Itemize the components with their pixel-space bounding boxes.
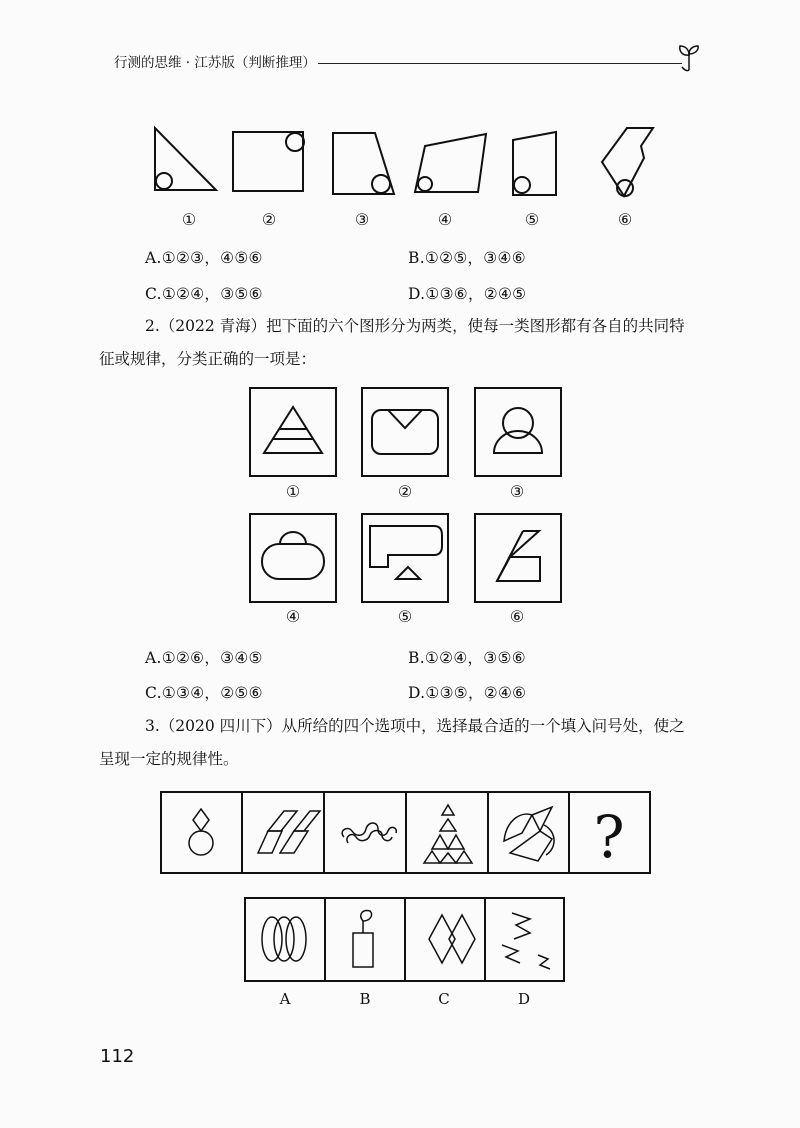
sprout-icon: [676, 40, 702, 76]
q2-label-3: ③: [509, 482, 525, 501]
q2-figure-3: [475, 388, 561, 476]
q3-seq-question-cell: [593, 803, 624, 871]
q1-option-c[interactable]: C.①②④，③⑤⑥: [145, 285, 263, 303]
q1-option-a[interactable]: A.①②③，④⑤⑥: [145, 249, 263, 267]
q2-figure-6: [475, 514, 561, 602]
q3-stem-line1: 3.（2020 四川下）从所给的四个选项中，选择最合适的一个填入问号处，使之: [145, 717, 685, 735]
q3-answer-label-d[interactable]: D: [517, 990, 531, 1008]
q1-label-3: ③: [354, 210, 370, 229]
q1-figure-3: [333, 133, 394, 194]
q1-figure-row: [140, 118, 680, 203]
running-header: 行测的思维 · 江苏版（判断推理）: [114, 55, 316, 71]
q2-option-d[interactable]: D.①③⑤，②④⑥: [408, 684, 527, 702]
q3-seq-figure-4: [424, 805, 472, 863]
q3-answer-row: [244, 897, 566, 983]
q2-option-b[interactable]: B.①②④，③⑤⑥: [408, 649, 526, 667]
q2-stem-line2: 征或规律，分类正确的一项是：: [99, 350, 317, 368]
q1-label-5: ⑤: [524, 210, 540, 229]
q1-option-b[interactable]: B.①②⑤，③④⑥: [408, 249, 526, 267]
q3-stem-line2: 呈现一定的规律性。: [99, 750, 239, 768]
q2-figure-4: [250, 514, 336, 602]
q1-label-1: ①: [181, 210, 197, 229]
q2-figure-5: [362, 514, 448, 602]
page-number: 112: [100, 1046, 135, 1067]
q2-label-2: ②: [397, 482, 413, 501]
q1-label-6: ⑥: [617, 210, 633, 229]
q1-label-4: ④: [437, 210, 453, 229]
q3-answer-figure-b: [353, 911, 373, 967]
q1-figure-2: [233, 132, 304, 191]
q1-figure-5: [513, 132, 556, 195]
q2-figure-1: [250, 388, 336, 476]
q2-label-6: ⑥: [509, 607, 525, 626]
q1-option-d[interactable]: D.①③⑥，②④⑤: [408, 285, 527, 303]
q2-option-c[interactable]: C.①③④，②⑤⑥: [145, 684, 263, 702]
q3-answer-label-b[interactable]: B: [359, 990, 371, 1008]
q1-label-2: ②: [261, 210, 277, 229]
q1-figure-1: [155, 128, 216, 190]
header-rule: [318, 63, 682, 64]
q3-sequence-row: [160, 791, 652, 875]
q3-seq-figure-3: [342, 823, 396, 843]
q3-seq-figure-1: [189, 809, 213, 855]
q2-label-1: ①: [285, 482, 301, 501]
q1-figure-6: [602, 128, 653, 196]
q2-label-4: ④: [285, 607, 301, 626]
q3-answer-figure-c: [429, 915, 475, 963]
q2-label-5: ⑤: [397, 607, 413, 626]
q3-seq-figure-2: [258, 811, 320, 853]
q2-stem-line1: 2.（2022 青海）把下面的六个图形分为两类，使每一类图形都有各自的共同特: [145, 317, 685, 335]
q2-figure-2: [362, 388, 448, 476]
q3-seq-figure-5: [504, 807, 554, 861]
q3-answer-label-c[interactable]: C: [438, 990, 450, 1008]
q3-question-mark: ?: [593, 803, 625, 871]
q1-figure-4: [415, 134, 486, 192]
q3-answer-figure-a: [262, 917, 306, 961]
q2-option-a[interactable]: A.①②⑥，③④⑤: [145, 649, 263, 667]
q3-answer-label-a[interactable]: A: [279, 990, 291, 1008]
q3-answer-figure-d: [502, 913, 550, 969]
